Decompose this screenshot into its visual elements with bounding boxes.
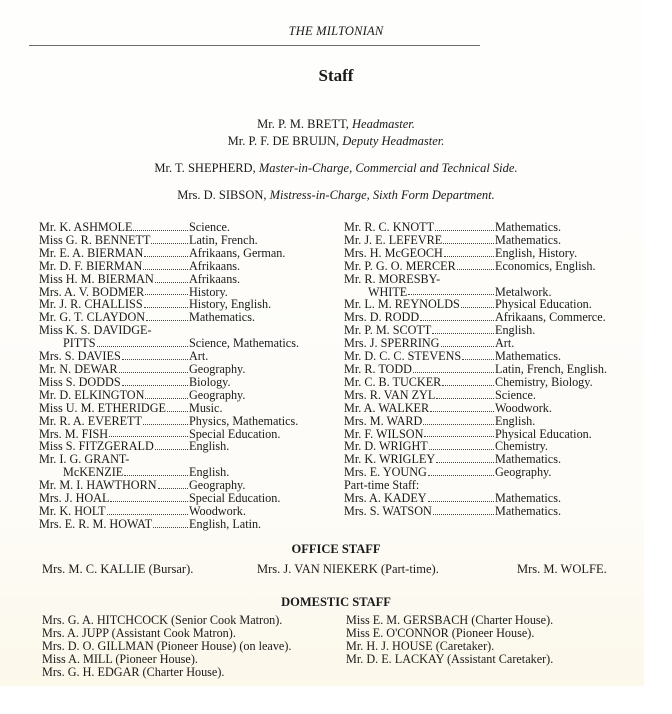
staff-subject: Art.: [189, 349, 209, 364]
staff-row: [344, 247, 644, 260]
staff-subject: Science.: [189, 220, 230, 234]
staff-subject: Mathematics.: [495, 220, 561, 234]
staff-subject: Art.: [495, 336, 515, 351]
staff-name: WHITE: [368, 284, 408, 299]
staff-name: Mr. R. TODD: [344, 361, 412, 376]
staff-row: [344, 273, 644, 286]
dot-leader: [424, 428, 494, 438]
staff-row: [39, 260, 329, 273]
dot-leader: [153, 518, 188, 528]
domestic-staff-member: Mrs. A. JUPP (Assistant Cook Matron).: [42, 625, 236, 640]
staff-name: Mr. D. C. C. STEVENS: [344, 349, 462, 364]
staff-row: [39, 247, 329, 260]
staff-name-cell: [39, 402, 189, 415]
staff-row: [344, 415, 644, 428]
dot-leader: [461, 298, 494, 308]
dot-leader: [155, 440, 188, 450]
staff-name: Mrs. S. DAVIES: [39, 349, 121, 364]
teaching-staff-left-column: [39, 221, 329, 531]
senior-staff-line: [0, 188, 672, 203]
staff-subject: Science.: [495, 387, 536, 402]
staff-name: Mr. K. ASHMOLE: [39, 220, 133, 234]
staff-row: [344, 505, 644, 518]
staff-name: Mrs. H. McGEOCH: [344, 245, 443, 260]
domestic-staff-member: Mrs. D. O. GILLMAN (Pioneer House) (on leave).: [42, 638, 292, 653]
staff-name: Mrs. M. FISH: [39, 426, 109, 441]
staff-subject: English.: [189, 439, 230, 454]
dot-leader: [436, 389, 494, 399]
staff-subject: Woodwork.: [189, 503, 246, 518]
senior-staff-line: [0, 134, 672, 149]
staff-subject: Afrikaans, German.: [189, 245, 286, 260]
senior-staff-name: Mr. T. SHEPHERD,: [154, 161, 256, 175]
staff-subject: Mathematics.: [495, 232, 561, 247]
staff-name: Mr. I. G. GRANT-: [39, 452, 130, 467]
dot-leader: [428, 466, 494, 476]
staff-subject: Afrikaans.: [189, 271, 241, 286]
staff-row: [344, 389, 644, 402]
dot-leader: [145, 389, 188, 399]
senior-staff-role: Mistress-in-Charge, Sixth Form Department.: [269, 188, 495, 202]
staff-row: [39, 273, 329, 286]
dot-leader: [408, 286, 494, 296]
staff-row: [344, 363, 644, 376]
dot-leader: [97, 337, 188, 347]
staff-name: Mr. D. F. BIERMAN: [39, 258, 143, 273]
staff-name: Mrs. A. KADEY: [344, 491, 427, 506]
staff-name-cell: [39, 505, 189, 518]
staff-subject: Metalwork.: [495, 284, 552, 299]
dot-leader: [442, 376, 494, 386]
staff-name: Mrs. R. VAN ZYL: [344, 387, 436, 402]
dot-leader: [158, 479, 188, 489]
staff-row: [39, 221, 329, 234]
header-rule: [29, 45, 480, 46]
staff-name-cell: [344, 389, 495, 402]
dot-leader: [133, 221, 188, 231]
staff-name: Miss S. FITZGERALD: [39, 439, 154, 454]
staff-subject: Mathematics.: [495, 491, 561, 506]
staff-subject: Latin, French, English.: [495, 361, 608, 376]
staff-subject: History, English.: [189, 297, 272, 312]
staff-name: Mr. A. WALKER: [344, 400, 430, 415]
staff-subject: Chemistry, Biology.: [495, 374, 593, 389]
staff-name-cell: [344, 492, 495, 505]
staff-name: Mrs. J. HOAL: [39, 491, 110, 506]
staff-subject: Geography.: [189, 478, 246, 493]
staff-subject: Economics, English.: [495, 258, 596, 273]
staff-name: Mrs. E. R. M. HOWAT: [39, 516, 153, 531]
staff-name-cell: [39, 492, 189, 505]
dot-leader: [436, 453, 494, 463]
office-staff-member: Mrs. J. VAN NIEKERK (Part-time).: [257, 562, 439, 576]
staff-name-cell: [39, 260, 189, 273]
domestic-staff-right-column: [346, 614, 553, 666]
staff-subject: Geography.: [189, 387, 246, 402]
staff-name: Mr. P. G. O. MERCER: [344, 258, 456, 273]
staff-subject: Mathematics.: [495, 503, 561, 518]
staff-subject: English, History.: [495, 245, 578, 260]
staff-name: Mr. R. C. KNOTT: [344, 220, 435, 234]
senior-staff-role: Headmaster.: [352, 117, 415, 131]
staff-name-cell: [344, 376, 495, 389]
domestic-staff-member: Miss E. O'CONNOR (Pioneer House).: [346, 625, 535, 640]
dot-leader: [167, 402, 188, 412]
senior-staff-role: Deputy Headmaster.: [342, 134, 445, 148]
office-staff-member: Mrs. M. WOLFE.: [517, 562, 607, 576]
staff-row: [344, 234, 644, 247]
staff-name: Miss K. S. DAVIDGE-: [39, 323, 152, 338]
staff-name: Mr. P. M. SCOTT: [344, 323, 432, 338]
staff-name: Mrs. S. WATSON: [344, 503, 432, 518]
dot-leader: [110, 492, 188, 502]
staff-name-cell: [39, 247, 189, 260]
staff-subject: Geography.: [495, 465, 552, 480]
domestic-staff-member: Mr. D. E. LACKAY (Assistant Caretaker).: [346, 651, 554, 666]
dot-leader: [109, 428, 188, 438]
dot-leader: [443, 234, 494, 244]
staff-name-cell: [39, 415, 189, 428]
staff-name-cell: [344, 221, 495, 234]
staff-name: Mr. J. R. CHALLISS: [39, 297, 143, 312]
dot-leader: [144, 298, 188, 308]
dot-leader: [462, 350, 494, 360]
dot-leader: [428, 492, 494, 502]
dot-leader: [444, 247, 494, 257]
office-staff-heading: OFFICE STAFF: [291, 542, 381, 556]
staff-name-cell: [344, 260, 495, 273]
staff-row: [39, 363, 329, 376]
dot-leader: [441, 337, 495, 347]
staff-name-cell: [39, 221, 189, 234]
staff-name: Mr. K. WRIGLEY: [344, 452, 436, 467]
staff-name-cell: [39, 363, 189, 376]
staff-subject: Science, Mathematics.: [189, 336, 299, 351]
part-time-staff-label: Part-time Staff:: [344, 478, 420, 493]
staff-subject: Geography.: [189, 361, 246, 376]
staff-name-cell: [39, 234, 189, 247]
staff-name-cell: [39, 273, 189, 286]
domestic-staff-member: Miss E. M. GERSBACH (Charter House).: [346, 613, 554, 627]
staff-name: Mr. F. WILSON: [344, 426, 424, 441]
staff-name-cell: [344, 402, 495, 415]
dot-leader: [155, 273, 188, 283]
staff-subject: Mathematics.: [189, 310, 255, 325]
dot-leader: [429, 440, 494, 450]
staff-row: [39, 518, 329, 531]
staff-name-cell: [344, 505, 495, 518]
dot-leader: [151, 234, 188, 244]
staff-name: Mrs. M. WARD: [344, 413, 423, 428]
dot-leader: [432, 324, 494, 334]
page-title: Staff: [318, 66, 354, 85]
staff-subject: Afrikaans.: [189, 258, 241, 273]
staff-name: Mr. M. I. HAWTHORN: [39, 478, 157, 493]
domestic-staff-member: Mrs. G. A. HITCHCOCK (Senior Cook Matron).: [42, 613, 283, 627]
dot-leader: [435, 221, 494, 231]
dot-leader: [143, 260, 188, 270]
staff-subject: Music.: [189, 400, 223, 415]
staff-name: PITTS: [63, 336, 96, 351]
senior-staff-name: Mr. P. M. BRETT,: [257, 117, 349, 131]
staff-subject: English.: [189, 465, 230, 480]
staff-row: [344, 260, 644, 273]
staff-row: [344, 492, 644, 505]
dot-leader: [119, 363, 188, 373]
senior-staff-name: Mrs. D. SIBSON,: [177, 188, 267, 202]
staff-name: Mrs. A. V. BODMER: [39, 284, 145, 299]
staff-subject: English, Latin.: [189, 516, 262, 531]
staff-row: [39, 415, 329, 428]
staff-name: Mrs. D. RODD: [344, 310, 420, 325]
staff-row: [344, 402, 644, 415]
teaching-staff-right-column: [344, 221, 644, 518]
staff-subject: Chemistry.: [495, 439, 549, 454]
staff-subject: Woodwork.: [495, 400, 552, 415]
senior-staff-role: Master-in-Charge, Commercial and Technical Side.: [258, 161, 518, 175]
staff-subject: English.: [495, 413, 536, 428]
dot-leader: [433, 505, 494, 515]
staff-subject: Physical Education.: [495, 426, 592, 441]
dot-leader: [420, 311, 494, 321]
staff-name: Miss U. M. ETHERIDGE: [39, 400, 166, 415]
staff-name-cell: [344, 273, 440, 286]
office-staff-member: Mrs. M. C. KALLIE (Bursar).: [42, 562, 194, 576]
staff-name: Miss G. R. BENNETT: [39, 232, 151, 247]
dot-leader: [423, 415, 494, 425]
staff-row: [39, 492, 329, 505]
staff-subject: Physical Education.: [495, 297, 592, 312]
dot-leader: [145, 286, 188, 296]
dot-leader: [124, 466, 188, 476]
staff-row: [39, 376, 329, 389]
staff-row: [344, 221, 644, 234]
senior-staff-line: [0, 117, 672, 132]
staff-subject: Afrikaans, Commerce.: [495, 310, 606, 325]
dot-leader: [430, 402, 494, 412]
staff-name: Mrs. J. SPERRING: [344, 336, 440, 351]
staff-name-cell: [344, 363, 495, 376]
staff-name: Mr. J. E. LEFEVRE: [344, 232, 443, 247]
domestic-staff-heading: DOMESTIC STAFF: [281, 595, 391, 609]
staff-name-cell: [344, 247, 495, 260]
staff-row: [39, 505, 329, 518]
staff-name: Mr. E. A. BIERMAN: [39, 245, 144, 260]
dot-leader: [122, 350, 188, 360]
domestic-staff-left-column: [42, 614, 291, 679]
staff-row: [39, 234, 329, 247]
staff-subject: Physics, Mathematics.: [189, 413, 299, 428]
staff-name: Miss S. DODDS: [39, 374, 121, 389]
staff-name: Mr. K. HOLT: [39, 503, 106, 518]
staff-name: Mr. R. A. EVERETT: [39, 413, 142, 428]
staff-name: McKENZIE: [63, 465, 124, 480]
staff-name: Miss H. M. BIERMAN: [39, 271, 154, 286]
dot-leader: [146, 311, 188, 321]
staff-subject: Biology.: [189, 374, 231, 389]
dot-leader: [144, 247, 188, 257]
domestic-staff-member: Mr. H. J. HOUSE (Caretaker).: [346, 638, 495, 653]
staff-subject: Latin, French.: [189, 232, 258, 247]
staff-name-cell: [39, 376, 189, 389]
staff-subject: Special Education.: [189, 426, 281, 441]
dot-leader: [122, 376, 188, 386]
domestic-staff-member: Mrs. G. H. EDGAR (Charter House).: [42, 664, 225, 679]
dot-leader: [413, 363, 494, 373]
running-header: THE MILTONIAN: [288, 24, 384, 38]
staff-row: [344, 376, 644, 389]
staff-name-cell: [344, 234, 495, 247]
staff-name-cell: [39, 389, 189, 402]
senior-staff-line: [0, 161, 672, 176]
staff-subject: English.: [495, 323, 536, 338]
staff-name: Mr. G. T. CLAYDON: [39, 310, 146, 325]
dot-leader: [107, 505, 188, 515]
staff-subject: Mathematics.: [495, 349, 561, 364]
staff-subject: Mathematics.: [495, 452, 561, 467]
staff-name-cell: [39, 518, 189, 531]
senior-staff-name: Mr. P. F. DE BRUIJN,: [227, 134, 340, 148]
staff-name: Mr. D. ELKINGTON: [39, 387, 145, 402]
staff-row: [39, 402, 329, 415]
staff-name: Mr. L. M. REYNOLDS: [344, 297, 460, 312]
staff-name: Mr. R. MORESBY-: [344, 271, 441, 286]
dot-leader: [457, 260, 494, 270]
dot-leader: [143, 415, 188, 425]
staff-name: Mr. D. WRIGHT: [344, 439, 428, 454]
staff-row: [39, 389, 329, 402]
staff-name: Mr. N. DEWAR: [39, 361, 118, 376]
staff-name-cell: [344, 415, 495, 428]
staff-name: Mr. C. B. TUCKER: [344, 374, 442, 389]
staff-subject: History.: [189, 284, 228, 299]
domestic-staff-member: Miss A. MILL (Pioneer House).: [42, 651, 198, 666]
staff-name: Mrs. E. YOUNG: [344, 465, 427, 480]
staff-subject: Special Education.: [189, 491, 281, 506]
